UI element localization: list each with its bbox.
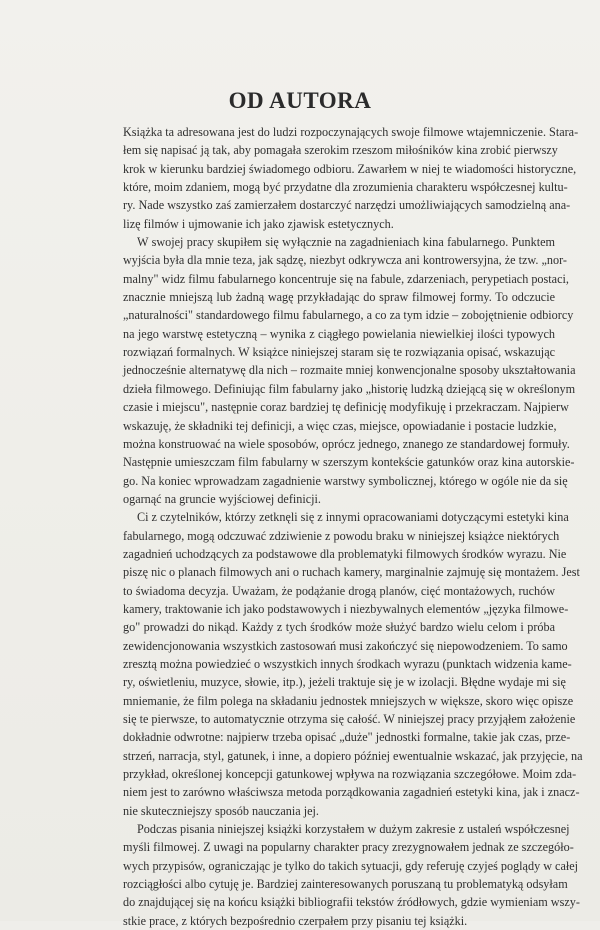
text-line: malny" widz filmu fabularnego koncentruje się na fabule, zdarzeniach, perypetiach postaci, bbox=[123, 271, 569, 286]
text-line: Następnie umieszczam film fabularny w szerszym kontekście gatunków oraz kina autorskie- bbox=[123, 455, 575, 470]
text-line: się te pierwsze, to automatycznie otrzyma się całość. W niniejszej pracy przyjąłem założenie bbox=[123, 712, 576, 726]
text-line: to świadoma decyzja. Uważam, że podążanie drogą planów, cięć montażowych, ruchów bbox=[123, 583, 555, 598]
text-line: ogarnąć na gruncie wyjściowej definicji. bbox=[123, 491, 321, 506]
body-text bbox=[123, 123, 583, 930]
text-line: stkie prace, z których bezpośrednio czerpałem przy pisaniu tej książki. bbox=[123, 913, 468, 928]
text-line: go" prowadzi do nikąd. Każdy z tych środków może służyć bardzo wielu celom i próba bbox=[123, 620, 555, 635]
paragraph bbox=[123, 508, 583, 820]
text-line: rozwiązań formalnych. W książce niniejszej staram się te rozwiązania opisać, wskazując bbox=[123, 345, 556, 360]
text-line: rozciągłości albo cytuję je. Bardziej zainteresowanych poruszaną tu problematyką odsyłam bbox=[123, 877, 568, 892]
text-line: fabularnego, mogą odczuwać zdziwienie z powodu braku w niniejszej książce niektórych bbox=[123, 528, 560, 543]
text-line: jednocześnie alternatywę dla nich – rozmaite mniej konwencjonalne sposoby ukształtowania bbox=[123, 363, 576, 378]
text-line: myśli filmowej. Z uwagi na popularny charakter pracy zrezygnowałem jednak ze szczegóło- bbox=[123, 840, 574, 855]
text-line: W swojej pracy skupiłem się wyłącznie na zagadnieniach kina fabularnego. Punktem bbox=[137, 235, 555, 250]
text-line: piszę nic o planach filmowych ani o ruchach kamery, marginalnie zajmuję się montażem. Jest bbox=[123, 565, 580, 580]
text-line: niem jest to zarówno właściwsza metoda porządkowania zagadnień estetyki kina, jak i znacz- bbox=[123, 785, 580, 800]
text-line: wskazuję, że składniki tej definicji, a więc czas, miejsce, opowiadanie i postacie ludzkie, bbox=[123, 418, 557, 433]
paragraph bbox=[123, 123, 579, 233]
text-line: łem się napisać ją tak, aby pomagała szerokim rzeszom miłośników kina zrobić pierwszy bbox=[123, 143, 558, 158]
text-line: go. Na koniec wprowadzam zagadnienie warstwy symbolicznej, którego w ogóle nie da się bbox=[123, 473, 568, 488]
text-line: zagadnień uchodzących za podstawowe dla problematyki filmowych środków wyrazu. Nie bbox=[123, 546, 567, 561]
text-line: znacznie mniejszą lub żadną wagę przykładając do spraw filmowej formy. To odczucie bbox=[123, 290, 555, 305]
paragraph bbox=[123, 820, 580, 930]
text-line: kamery, traktowanie ich jako podstawowych i niezbywalnych elementów „języka filmowe- bbox=[123, 601, 569, 616]
text-line: wych przypisów, ograniczając je tylko do takich sytuacji, gdy referuję czyjeś poglądy w całej bbox=[123, 858, 579, 873]
text-line: do znajdującej się na końcu książki bibliografii tekstów źródłowych, gdzie wymieniam wszy- bbox=[123, 895, 580, 910]
text-line: nie skuteczniejszy sposób nauczania jej. bbox=[123, 803, 319, 818]
text-line: dzieła filmowego. Definiując film fabularny jako „historię ludzką dziejącą się w określonym bbox=[123, 381, 576, 396]
text-line: wyjścia była dla mnie teza, jak sądzę, niezbyt odkrywcza ani kontrowersyjna, że tzw. „nor- bbox=[123, 253, 567, 268]
text-line: które, moim zdaniem, mogą być przydatne dla zrozumienia charakteru współczesnej kultu- bbox=[123, 180, 568, 195]
text-line: można konstruować na wiele sposobów, oprócz jednego, znanego ze standardowej formuły. bbox=[123, 436, 570, 451]
text-line: czasie i miejscu", następnie coraz bardziej tę definicję modyfikuję i przekraczam. Najpierw bbox=[123, 400, 569, 415]
text-line: lizę filmów i ujmowanie ich jako zjawisk estetycznych. bbox=[123, 216, 394, 231]
text-line: przykład, określonej koncepcji gatunkowej wpływa na rozwiązania szczegółowe. Moim zda- bbox=[123, 767, 577, 782]
page-title: OD AUTORA bbox=[228, 88, 372, 113]
text-line: na jego warstwę estetyczną – wynika z ciągłego powielania niewielkiej ilości typowych bbox=[123, 326, 555, 341]
text-line: krok w kierunku bardziej świadomego odbioru. Zawarłem w niej te wiadomości historyczne, bbox=[123, 161, 577, 176]
text-line: Książka ta adresowana jest do ludzi rozpoczynających swoje filmowe wtajemniczenie. Stara- bbox=[123, 125, 579, 139]
text-line: Ci z czytelników, którzy zetknęli się z innymi opracowaniami dotyczącymi estetyki kina bbox=[137, 510, 569, 525]
text-line: zewidencjonowania wszystkich zastosowań musi zakończyć się niepowodzeniem. To samo bbox=[123, 638, 568, 653]
text-line: dokładnie odwrotne: najpierw trzeba opisać „duże" jednostki formalne, takie jak czas, prze- bbox=[123, 730, 571, 745]
text-line: strzeń, narracja, styl, gatunek, i inne, a dopiero później ewentualnie wskazać, jak przyjęcie, na bbox=[123, 748, 583, 763]
text-line: Podczas pisania niniejszej książki korzystałem w dużym zakresie z ustaleń współczesnej bbox=[137, 822, 570, 837]
paragraph bbox=[123, 233, 576, 508]
text-line: ry, oświetleniu, muzyce, słowie, itp.), jeżeli traktuje się je w izolacji. Błędne wydaje mi się bbox=[123, 675, 566, 690]
text-line: ry. Nade wszystko zaś zamierzałem dostarczyć narzędzi umożliwiających samodzielną ana- bbox=[123, 198, 571, 213]
text-line: „naturalności" standardowego filmu fabularnego, a co za tym idzie – zobojętnienie odbiorcy bbox=[123, 308, 574, 323]
text-line: zresztą można powiedzieć o wszystkich innych środkach wyrazu (punktach widzenia kame- bbox=[123, 656, 572, 671]
text-line: mniemanie, że film polega na składaniu jednostek mniejszych w większe, skoro więc opisze bbox=[123, 693, 574, 708]
